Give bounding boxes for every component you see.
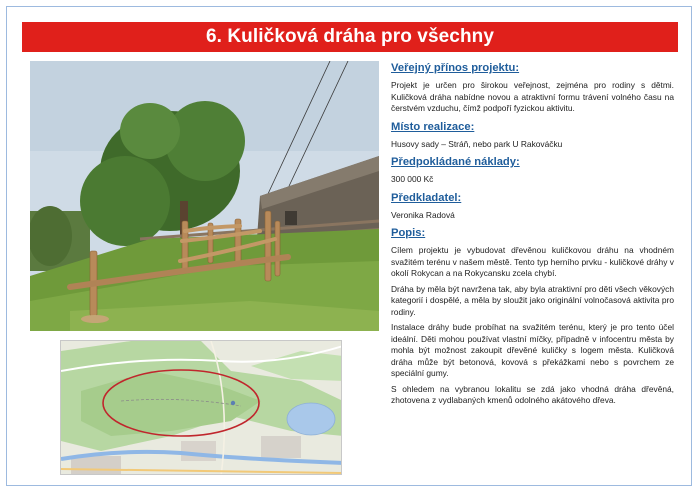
location-map [60, 340, 342, 475]
cost-text: 300 000 Kč [391, 174, 434, 184]
description-paragraph: Dráha by měla být navržena tak, aby byla atraktivní pro děti všech věkových kategorií i dospělé, a měla by sloužit jako originální volnočasová aktivita pro rodiny. [391, 283, 674, 317]
project-photo [30, 61, 379, 331]
page-title: 6. Kuličková dráha pro všechny [22, 22, 678, 52]
location-section [391, 121, 674, 151]
description-paragraph: Cílem projektu je vybudovat dřevěnou kuličkovou dráhu na vhodném svažitém terénu v našem městě. Tento typ herního prvku - kuličkové dráhy v okolí Rokycan a na Rokycansku zcela chybí. [391, 245, 674, 278]
description-paragraph: S ohledem na vybranou lokalitu se zdá jako vhodná dráha dřevěná, zhotovena z vydlabaných kmenů odolného akátového dřeva. [391, 383, 674, 405]
description-section [391, 227, 674, 407]
cost-section [391, 156, 674, 186]
description-heading: Popis: [391, 227, 426, 239]
project-details [391, 62, 674, 411]
benefit-section [391, 62, 674, 115]
location-text: Husovy sady – Stráň, nebo park U Rakováčku [391, 138, 563, 149]
location-heading: Místo realizace: [391, 120, 475, 133]
proposer-section [391, 192, 674, 222]
cost-heading: Předpokládané náklady: [391, 156, 520, 168]
benefit-text: Projekt je určen pro širokou veřejnost, zejména pro rodiny s dětmi. Kuličková dráha nabídne novou a atraktivní formu trávení volného času na čerstvém vzduchu, čímž podpoří fyzickou aktivitu. [391, 80, 674, 113]
benefit-heading: Veřejný přínos projektu: [391, 62, 520, 74]
proposer-heading: Předkladatel: [391, 191, 462, 204]
proposer-text: Veronika Radová [391, 209, 455, 220]
description-paragraph: Instalace dráhy bude probíhat na svažitém terénu, který je pro tento účel ideální. Děti mohou používat vlastní míčky, případně v infocentru města by mohla být možnost zakoupit dřevěné kuličky s logem města. Kuličková dráha může být betonová, kovová s překážkami nebo s povrchem ze speciální gumy. [391, 322, 674, 378]
